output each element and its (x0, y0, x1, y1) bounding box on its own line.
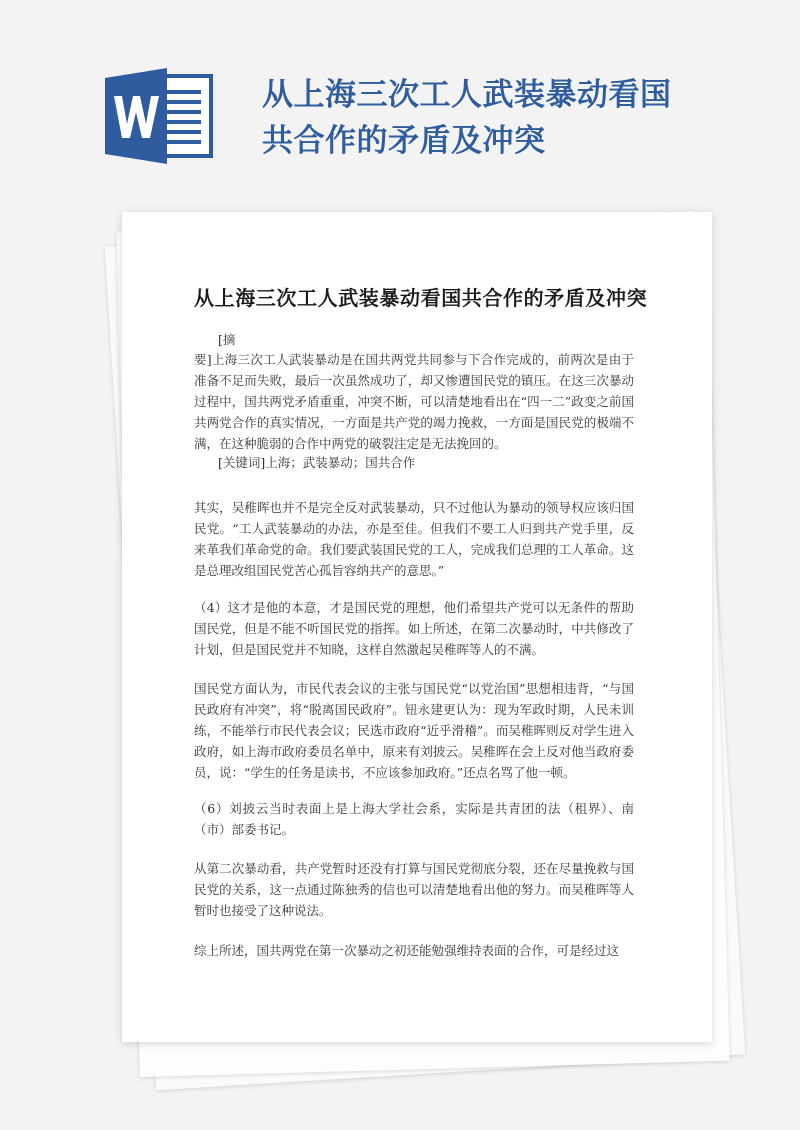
document-title: 从上海三次工人武装暴动看国共合作的矛盾及冲突 (194, 286, 648, 310)
headline-line-2: 共合作的矛盾及冲突 (262, 123, 546, 159)
body-paragraph-4: （6）刘披云当时表面上是上海大学社会系，实际是共青团的法（租界）、南（市）部委书记。 (194, 801, 634, 837)
body-paragraph-6: 综上所述，国共两党在第一次暴动之初还能勉强维持表面的合作，可是经过这 (194, 943, 620, 958)
word-document-icon (105, 68, 217, 164)
body-paragraph-1: 其实，吴稚晖也并不是完全反对武装暴动，只不过他认为暴动的领导权应该归国民党。“工人武装暴动的办法，亦是至佳。但我们不要工人归到共产党手里，反来革我们革命党的命。我们要武装国民党的工人，完成我们总理的工人革命。这是总理改组国民党苦心孤旨容纳共产的意思。” (194, 500, 634, 578)
body-paragraph-5: 从第二次暴动看，共产党暂时还没有打算与国民党彻底分裂，还在尽量挽救与国民党的关系，这一点通过陈独秀的信也可以清楚地看出他的努力。而吴稚晖等人暂时也接受了这种说法。 (194, 861, 634, 918)
body-paragraph-3: 国民党方面认为，市民代表会议的主张与国民党“以党治国”思想相违背，“与国民政府有冲突”，将“脱离国民政府”。钮永建更认为：现为军政时期，人民未训练，不能举行市民代表会议；民选市政府“近乎滑稽”。而吴稚晖则反对学生进入政府，如上海市政府委员名单中，原来有刘披云。吴稚晖在会上反对他当政府委员，说：“学生的任务是读书，不应该参加政府。”还点名骂了他一顿。 (194, 681, 634, 780)
document-page (122, 212, 712, 1042)
keywords: [关键词]上海；武装暴动；国共合作 (218, 455, 416, 470)
abstract-head: [摘 (218, 332, 236, 347)
headline-line-1: 从上海三次工人武装暴动看国 (262, 77, 672, 113)
page-headline (262, 72, 702, 164)
abstract-body: 要]上海三次工人武装暴动是在国共两党共同参与下合作完成的，前两次是由于准备不足而失败，最后一次虽然成功了，却又惨遭国民党的镇压。在这三次暴动过程中，国共两党矛盾重重，冲突不断，可以清楚地看出在“四一二”政变之前国共两党合作的真实情况，一方面是共产党的竭力挽救，一方面是国民党的极端不满，在这种脆弱的合作中两党的破裂注定是无法挽回的。 (194, 352, 634, 451)
body-paragraph-2: （4）这才是他的本意，才是国民党的理想，他们希望共产党可以无条件的帮助国民党，但是不能不听国民党的指挥。如上所述，在第二次暴动时，中共修改了计划，但是国民党并不知晓，这样自然激起吴稚晖等人的不满。 (194, 600, 634, 657)
